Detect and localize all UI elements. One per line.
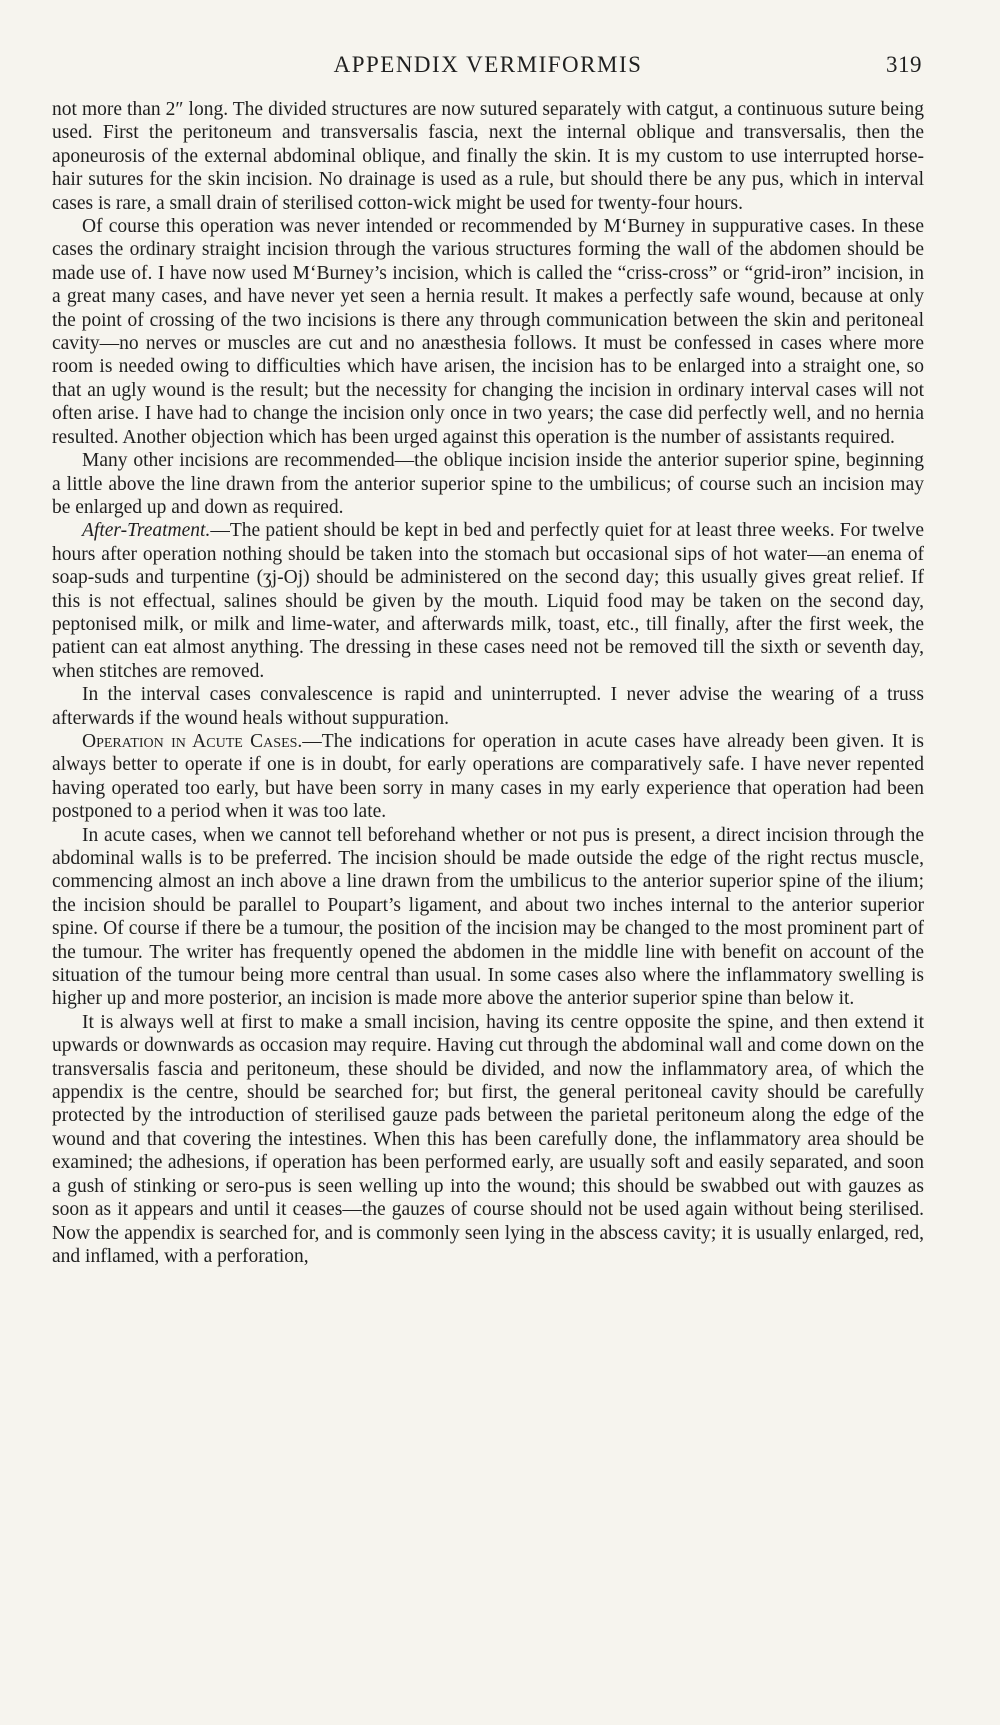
paragraph-7: In acute cases, when we cannot tell beforehand whether or not pus is present, a direct incision through the abdominal walls is to be preferred. The incision should be made outside the edge of the right rectus muscle, commencing almost an inch above a line drawn from the umbilicus to the anterior superior spine of the ilium; the incision should be parallel to Poupart’s ligament, and about two inches internal to the anterior superior spine. Of course if there be a tumour, the position of the incision may be changed to the most prominent part of the tumour. The writer has frequently opened the abdomen in the middle line with benefit on account of the situation of the tumour being more central than usual. In some cases also where the inflammatory swelling is higher up and more posterior, an incision is made more above the anterior superior spine than below it. — [52, 824, 924, 1010]
book-page — [52, 52, 924, 1268]
paragraph-8: It is always well at first to make a small incision, having its centre opposite the spine, and then extend it upwards or downwards as occasion may require. Having cut through the abdominal wall and come down on the transversalis fascia and peritoneum, these should be divided, and now the inflammatory area, of which the appendix is the centre, should be searched for; but first, the general peritoneal cavity should be carefully protected by the introduction of sterilised gauze pads between the parietal peritoneum along the edge of the wound and that covering the intestines. When this has been carefully done, the inflammatory area should be examined; the adhesions, if operation has been performed early, are usually soft and easily separated, and soon a gush of stinking or sero-pus is seen welling up into the wound; this should be swabbed out with gauzes as soon as it appears and until it ceases—the gauzes of course should not be used again without being sterilised. Now the appendix is searched for, and is commonly seen lying in the abscess cavity; it is usually enlarged, red, and inflamed, with a perforation, — [52, 1011, 924, 1267]
body-text — [52, 98, 924, 1268]
paragraph-2: Of course this operation was never intended or recommended by M‘Burney in suppurative cases. In these cases the ordinary straight incision through the various structures forming the wall of the abdomen should be made use of. I have now used M‘Burney’s incision, which is called the “criss-cross” or “grid-iron” incision, in a great many cases, and have never yet seen a hernia result. It makes a perfectly safe wound, because at only the point of crossing of the two incisions is there any through communication between the skin and peritoneal cavity—no nerves or muscles are cut and no anæsthesia follows. It must be confessed in cases where more room is needed owing to difficulties which have arisen, the incision has to be enlarged into a straight one, so that an ugly wound is the result; but the necessity for changing the incision in ordinary interval cases will not often arise. I have had to change the incision only once in two years; the case did perfectly well, and no hernia resulted. Another objection which has been urged against this operation is the number of assistants required. — [52, 216, 924, 448]
section-heading-after-treatment: After-Treatment. — [82, 520, 211, 542]
paragraph-acute-cases: Operation in Acute Cases.—The indications for operation in acute cases have already been given. It is always better to operate if one is in doubt, for early operations are comparatively safe. I have never repented having operated too early, but have been sorry in many cases in my early experience that operation had been postponed to a period when it was too late. — [52, 730, 924, 823]
paragraph-1: not more than 2″ long. The divided structures are now sutured separately with catgut, a continuous suture being used. First the peritoneum and transversalis fascia, next the internal oblique and transversalis, then the aponeurosis of the external abdominal oblique, and finally the skin. It is my custom to use interrupted horse-hair sutures for the skin incision. No drainage is used as a rule, but should there be any pus, which in interval cases is rare, a small drain of sterilised cotton-wick might be used for twenty-four hours. — [52, 99, 924, 214]
running-head — [52, 52, 924, 90]
running-title: APPENDIX VERMIFORMIS — [333, 52, 643, 77]
paragraph-3: Many other incisions are recommended—the oblique incision inside the anterior superior spine, beginning a little above the line drawn from the anterior superior spine to the umbilicus; of course such an incision may be enlarged up and down as required. — [52, 450, 924, 518]
paragraph-5: In the interval cases convalescence is rapid and uninterrupted. I never advise the wearing of a truss afterwards if the wound heals without suppuration. — [52, 684, 924, 729]
paragraph-after-treatment: After-Treatment.—The patient should be kept in bed and perfectly quiet for at least three weeks. For twelve hours after operation nothing should be taken into the stomach but occasional sips of hot water—an enema of soap-suds and turpentine (ʒj-Oj) should be administered on the second day; this usually gives great relief. If this is not effectual, salines should be given by the mouth. Liquid food may be taken on the second day, peptonised milk, or milk and lime-water, and afterwards milk, toast, etc., till finally, after the first week, the patient can eat almost anything. The dressing in these cases need not be removed till the sixth or seventh day, when stitches are removed. — [52, 520, 924, 682]
section-heading-acute-cases: Operation in Acute Cases. — [82, 730, 303, 752]
page-number: 319 — [886, 52, 922, 77]
